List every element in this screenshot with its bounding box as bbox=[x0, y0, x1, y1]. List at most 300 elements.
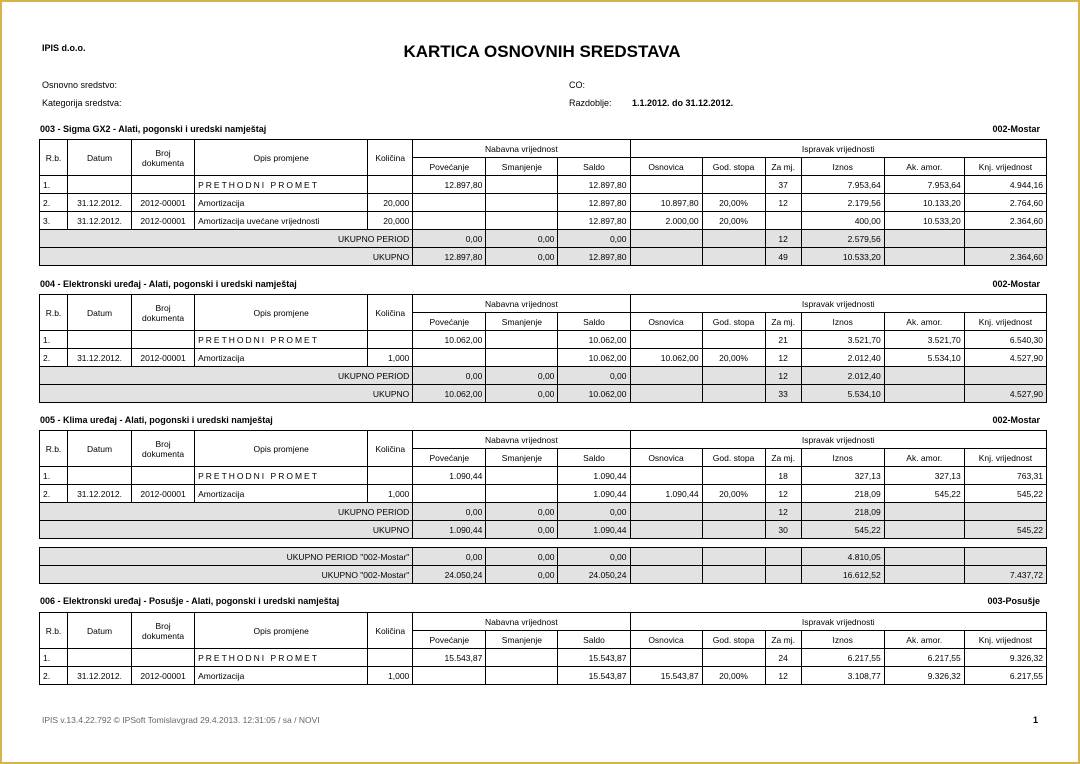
cell-rb: 1. bbox=[40, 331, 68, 349]
cell-god-stopa: 20,00% bbox=[702, 667, 765, 685]
col-broj: Broj dokumenta bbox=[132, 295, 195, 331]
total-empty bbox=[630, 367, 702, 385]
total-ak-amor bbox=[884, 548, 964, 566]
cell-knj: 763,31 bbox=[964, 467, 1046, 485]
cell-povecanje bbox=[413, 349, 486, 367]
cell-smanjenje bbox=[486, 349, 558, 367]
cell-iznos: 3.108,77 bbox=[801, 667, 884, 685]
total-za-mj: 12 bbox=[765, 503, 801, 521]
cell-god-stopa: 20,00% bbox=[702, 212, 765, 230]
cell-smanjenje bbox=[486, 194, 558, 212]
cell-broj: 2012-00001 bbox=[132, 212, 195, 230]
cell-datum: 31.12.2012. bbox=[68, 194, 132, 212]
cell-povecanje: 10.062,00 bbox=[413, 331, 486, 349]
col-povecanje: Povećanje bbox=[413, 631, 486, 649]
cell-iznos: 218,09 bbox=[801, 485, 884, 503]
col-za-mj: Za mj. bbox=[765, 313, 801, 331]
col-iznos: Iznos bbox=[801, 631, 884, 649]
col-rb: R.b. bbox=[40, 431, 68, 467]
cell-broj bbox=[132, 467, 195, 485]
col-nabavna: Nabavna vrijednost bbox=[413, 140, 630, 158]
cell-opis: Amortizacija bbox=[195, 349, 368, 367]
col-saldo: Saldo bbox=[558, 313, 630, 331]
col-rb: R.b. bbox=[40, 140, 68, 176]
total-empty bbox=[702, 521, 765, 539]
total-empty bbox=[630, 248, 702, 266]
col-broj: Broj dokumenta bbox=[132, 613, 195, 649]
cell-opis: PRETHODNI PROMET bbox=[195, 649, 368, 667]
cell-datum: 31.12.2012. bbox=[68, 485, 132, 503]
col-nabavna: Nabavna vrijednost bbox=[413, 295, 630, 313]
location-period-row bbox=[40, 548, 1047, 566]
cell-god-stopa: 20,00% bbox=[702, 349, 765, 367]
col-ak-amor: Ak. amor. bbox=[884, 631, 964, 649]
total-iznos: 10.533,20 bbox=[801, 248, 884, 266]
table-row bbox=[40, 649, 1047, 667]
cell-osnovica: 1.090,44 bbox=[630, 485, 702, 503]
total-label: UKUPNO PERIOD "002-Mostar" bbox=[40, 548, 413, 566]
col-nabavna: Nabavna vrijednost bbox=[413, 431, 630, 449]
col-opis: Opis promjene bbox=[195, 613, 368, 649]
total-label: UKUPNO bbox=[40, 248, 413, 266]
total-iznos: 2.579,56 bbox=[801, 230, 884, 248]
cell-knj: 2.764,60 bbox=[964, 194, 1046, 212]
table-row bbox=[40, 331, 1047, 349]
cell-datum: 31.12.2012. bbox=[68, 349, 132, 367]
cell-za-mj: 21 bbox=[765, 331, 801, 349]
total-smanjenje: 0,00 bbox=[486, 503, 558, 521]
section-title: 004 - Elektronski uređaj - Alati, pogonski i uredski namještaj bbox=[40, 279, 297, 289]
total-empty bbox=[702, 566, 765, 584]
table-row bbox=[40, 176, 1047, 194]
cell-kolicina bbox=[368, 176, 413, 194]
total-knj bbox=[964, 230, 1046, 248]
col-iznos: Iznos bbox=[801, 313, 884, 331]
cell-god-stopa: 20,00% bbox=[702, 485, 765, 503]
col-nabavna: Nabavna vrijednost bbox=[413, 613, 630, 631]
col-osnovica: Osnovica bbox=[630, 313, 702, 331]
cell-ak-amor: 10.533,20 bbox=[884, 212, 964, 230]
total-iznos: 5.534,10 bbox=[801, 385, 884, 403]
cell-za-mj: 12 bbox=[765, 349, 801, 367]
cell-broj: 2012-00001 bbox=[132, 194, 195, 212]
col-ispravak: Ispravak vrijednosti bbox=[630, 140, 1047, 158]
section-title: 005 - Klima uređaj - Alati, pogonski i uredski namještaj bbox=[40, 415, 273, 425]
col-opis: Opis promjene bbox=[195, 140, 368, 176]
cell-ak-amor: 6.217,55 bbox=[884, 649, 964, 667]
total-label: UKUPNO "002-Mostar" bbox=[40, 566, 413, 584]
cell-rb: 2. bbox=[40, 485, 68, 503]
col-datum: Datum bbox=[68, 295, 132, 331]
total-za-mj: 12 bbox=[765, 230, 801, 248]
table-row bbox=[40, 667, 1047, 685]
cell-opis: Amortizacija uvećane vrijednosti bbox=[195, 212, 368, 230]
total-saldo: 0,00 bbox=[558, 503, 630, 521]
cell-za-mj: 24 bbox=[765, 649, 801, 667]
cell-rb: 2. bbox=[40, 349, 68, 367]
cell-god-stopa bbox=[702, 649, 765, 667]
cell-datum bbox=[68, 467, 132, 485]
cell-povecanje: 15.543,87 bbox=[413, 649, 486, 667]
cell-rb: 2. bbox=[40, 667, 68, 685]
cell-saldo: 1.090,44 bbox=[558, 485, 630, 503]
cell-osnovica: 10.062,00 bbox=[630, 349, 702, 367]
cell-saldo: 12.897,80 bbox=[558, 194, 630, 212]
total-povecanje: 0,00 bbox=[413, 230, 486, 248]
total-empty bbox=[702, 503, 765, 521]
cell-broj: 2012-00001 bbox=[132, 349, 195, 367]
cell-opis: PRETHODNI PROMET bbox=[195, 176, 368, 194]
cell-datum: 31.12.2012. bbox=[68, 212, 132, 230]
total-empty bbox=[630, 230, 702, 248]
total-za-mj bbox=[765, 548, 801, 566]
total-za-mj: 30 bbox=[765, 521, 801, 539]
total-povecanje: 24.050,24 bbox=[413, 566, 486, 584]
location-total-row bbox=[40, 566, 1047, 584]
cell-smanjenje bbox=[486, 212, 558, 230]
total-ak-amor bbox=[884, 503, 964, 521]
table-row bbox=[40, 194, 1047, 212]
cell-iznos: 400,00 bbox=[801, 212, 884, 230]
total-za-mj: 49 bbox=[765, 248, 801, 266]
section-location: 002-Mostar bbox=[992, 124, 1040, 134]
col-kolicina: Količina bbox=[368, 613, 413, 649]
total-empty bbox=[630, 548, 702, 566]
cell-iznos: 3.521,70 bbox=[801, 331, 884, 349]
period-total-row bbox=[40, 367, 1047, 385]
cell-smanjenje bbox=[486, 176, 558, 194]
col-ak-amor: Ak. amor. bbox=[884, 313, 964, 331]
razdoblje-label: Razdoblje: bbox=[569, 98, 612, 108]
cell-smanjenje bbox=[486, 485, 558, 503]
cell-ak-amor: 5.534,10 bbox=[884, 349, 964, 367]
total-smanjenje: 0,00 bbox=[486, 248, 558, 266]
col-smanjenje: Smanjenje bbox=[486, 158, 558, 176]
cell-povecanje: 1.090,44 bbox=[413, 467, 486, 485]
total-saldo: 0,00 bbox=[558, 230, 630, 248]
total-knj: 7.437,72 bbox=[964, 566, 1046, 584]
col-knj-vrijednost: Knj. vrijednost bbox=[964, 313, 1046, 331]
section-location: 003-Posušje bbox=[987, 596, 1040, 606]
cell-ak-amor: 10.133,20 bbox=[884, 194, 964, 212]
cell-knj: 6.217,55 bbox=[964, 667, 1046, 685]
col-povecanje: Povećanje bbox=[413, 449, 486, 467]
col-ispravak: Ispravak vrijednosti bbox=[630, 613, 1047, 631]
total-ak-amor bbox=[884, 385, 964, 403]
total-knj bbox=[964, 503, 1046, 521]
total-saldo: 12.897,80 bbox=[558, 248, 630, 266]
col-osnovica: Osnovica bbox=[630, 158, 702, 176]
col-smanjenje: Smanjenje bbox=[486, 313, 558, 331]
cell-opis: PRETHODNI PROMET bbox=[195, 467, 368, 485]
total-povecanje: 1.090,44 bbox=[413, 521, 486, 539]
total-label: UKUPNO PERIOD bbox=[40, 230, 413, 248]
col-ispravak: Ispravak vrijednosti bbox=[630, 295, 1047, 313]
col-kolicina: Količina bbox=[368, 140, 413, 176]
col-broj: Broj dokumenta bbox=[132, 140, 195, 176]
cell-za-mj: 18 bbox=[765, 467, 801, 485]
total-povecanje: 0,00 bbox=[413, 548, 486, 566]
cell-datum: 31.12.2012. bbox=[68, 667, 132, 685]
cell-kolicina bbox=[368, 649, 413, 667]
cell-kolicina: 1,000 bbox=[368, 485, 413, 503]
table-row bbox=[40, 467, 1047, 485]
total-iznos: 16.612,52 bbox=[801, 566, 884, 584]
col-za-mj: Za mj. bbox=[765, 631, 801, 649]
cell-saldo: 15.543,87 bbox=[558, 649, 630, 667]
cell-smanjenje bbox=[486, 667, 558, 685]
col-opis: Opis promjene bbox=[195, 431, 368, 467]
col-god-stopa: God. stopa bbox=[702, 449, 765, 467]
asset-table bbox=[39, 294, 1047, 403]
cell-osnovica: 2.000,00 bbox=[630, 212, 702, 230]
section-location: 002-Mostar bbox=[992, 279, 1040, 289]
section-location: 002-Mostar bbox=[992, 415, 1040, 425]
cell-kolicina: 20,000 bbox=[368, 194, 413, 212]
grand-total-row bbox=[40, 248, 1047, 266]
cell-povecanje bbox=[413, 667, 486, 685]
total-knj: 545,22 bbox=[964, 521, 1046, 539]
col-iznos: Iznos bbox=[801, 158, 884, 176]
col-broj: Broj dokumenta bbox=[132, 431, 195, 467]
cell-osnovica: 10.897,80 bbox=[630, 194, 702, 212]
total-knj: 4.527,90 bbox=[964, 385, 1046, 403]
total-empty bbox=[702, 248, 765, 266]
total-empty bbox=[702, 230, 765, 248]
cell-knj: 2.364,60 bbox=[964, 212, 1046, 230]
location-summary-table bbox=[39, 547, 1047, 584]
total-saldo: 1.090,44 bbox=[558, 521, 630, 539]
cell-osnovica bbox=[630, 467, 702, 485]
cell-datum bbox=[68, 176, 132, 194]
total-ak-amor bbox=[884, 367, 964, 385]
cell-opis: Amortizacija bbox=[195, 485, 368, 503]
cell-iznos: 2.179,56 bbox=[801, 194, 884, 212]
total-empty bbox=[630, 385, 702, 403]
total-ak-amor bbox=[884, 566, 964, 584]
cell-god-stopa bbox=[702, 467, 765, 485]
cell-saldo: 1.090,44 bbox=[558, 467, 630, 485]
col-za-mj: Za mj. bbox=[765, 449, 801, 467]
total-smanjenje: 0,00 bbox=[486, 385, 558, 403]
cell-osnovica: 15.543,87 bbox=[630, 667, 702, 685]
cell-kolicina bbox=[368, 331, 413, 349]
cell-knj: 6.540,30 bbox=[964, 331, 1046, 349]
total-za-mj: 12 bbox=[765, 367, 801, 385]
section-title: 003 - Sigma GX2 - Alati, pogonski i uredski namještaj bbox=[40, 124, 267, 134]
col-god-stopa: God. stopa bbox=[702, 158, 765, 176]
period-total-row bbox=[40, 230, 1047, 248]
cell-knj: 9.326,32 bbox=[964, 649, 1046, 667]
cell-kolicina: 1,000 bbox=[368, 667, 413, 685]
cell-ak-amor: 7.953,64 bbox=[884, 176, 964, 194]
col-povecanje: Povećanje bbox=[413, 313, 486, 331]
total-za-mj: 33 bbox=[765, 385, 801, 403]
grand-total-row bbox=[40, 385, 1047, 403]
cell-rb: 2. bbox=[40, 194, 68, 212]
col-saldo: Saldo bbox=[558, 449, 630, 467]
col-knj-vrijednost: Knj. vrijednost bbox=[964, 631, 1046, 649]
cell-kolicina bbox=[368, 467, 413, 485]
total-smanjenje: 0,00 bbox=[486, 521, 558, 539]
total-smanjenje: 0,00 bbox=[486, 367, 558, 385]
footer-info: IPIS v.13.4.22.792 © IPSoft Tomislavgrad 29.4.2013. 12:31:05 / sa / NOVI bbox=[42, 715, 320, 725]
col-ak-amor: Ak. amor. bbox=[884, 449, 964, 467]
total-empty bbox=[702, 385, 765, 403]
cell-iznos: 6.217,55 bbox=[801, 649, 884, 667]
col-saldo: Saldo bbox=[558, 631, 630, 649]
col-knj-vrijednost: Knj. vrijednost bbox=[964, 449, 1046, 467]
col-iznos: Iznos bbox=[801, 449, 884, 467]
col-rb: R.b. bbox=[40, 295, 68, 331]
table-row bbox=[40, 349, 1047, 367]
cell-knj: 545,22 bbox=[964, 485, 1046, 503]
total-ak-amor bbox=[884, 248, 964, 266]
cell-saldo: 10.062,00 bbox=[558, 349, 630, 367]
col-rb: R.b. bbox=[40, 613, 68, 649]
total-smanjenje: 0,00 bbox=[486, 548, 558, 566]
cell-povecanje: 12.897,80 bbox=[413, 176, 486, 194]
cell-datum bbox=[68, 331, 132, 349]
total-knj bbox=[964, 367, 1046, 385]
total-ak-amor bbox=[884, 521, 964, 539]
cell-opis: Amortizacija bbox=[195, 194, 368, 212]
col-ispravak: Ispravak vrijednosti bbox=[630, 431, 1047, 449]
cell-povecanje bbox=[413, 485, 486, 503]
period-total-row bbox=[40, 503, 1047, 521]
total-povecanje: 0,00 bbox=[413, 503, 486, 521]
total-empty bbox=[702, 367, 765, 385]
razdoblje-value: 1.1.2012. do 31.12.2012. bbox=[632, 98, 734, 108]
cell-broj: 2012-00001 bbox=[132, 485, 195, 503]
total-iznos: 4.810,05 bbox=[801, 548, 884, 566]
cell-kolicina: 20,000 bbox=[368, 212, 413, 230]
cell-rb: 1. bbox=[40, 176, 68, 194]
total-saldo: 24.050,24 bbox=[558, 566, 630, 584]
col-osnovica: Osnovica bbox=[630, 449, 702, 467]
cell-smanjenje bbox=[486, 331, 558, 349]
total-label: UKUPNO bbox=[40, 385, 413, 403]
asset-table bbox=[39, 430, 1047, 539]
cell-kolicina: 1,000 bbox=[368, 349, 413, 367]
total-ak-amor bbox=[884, 230, 964, 248]
total-empty bbox=[630, 503, 702, 521]
cell-saldo: 10.062,00 bbox=[558, 331, 630, 349]
section-title: 006 - Elektronski uređaj - Posušje - Alati, pogonski i uredski namještaj bbox=[40, 596, 340, 606]
total-empty bbox=[630, 521, 702, 539]
cell-ak-amor: 327,13 bbox=[884, 467, 964, 485]
col-ak-amor: Ak. amor. bbox=[884, 158, 964, 176]
asset-table bbox=[39, 612, 1047, 685]
osnovno-label: Osnovno sredstvo: bbox=[42, 80, 118, 90]
cell-broj bbox=[132, 649, 195, 667]
total-saldo: 10.062,00 bbox=[558, 385, 630, 403]
total-label: UKUPNO PERIOD bbox=[40, 367, 413, 385]
col-opis: Opis promjene bbox=[195, 295, 368, 331]
cell-broj bbox=[132, 176, 195, 194]
cell-broj: 2012-00001 bbox=[132, 667, 195, 685]
cell-ak-amor: 545,22 bbox=[884, 485, 964, 503]
cell-saldo: 12.897,80 bbox=[558, 212, 630, 230]
cell-ak-amor: 3.521,70 bbox=[884, 331, 964, 349]
cell-iznos: 2.012,40 bbox=[801, 349, 884, 367]
cell-rb: 3. bbox=[40, 212, 68, 230]
asset-table bbox=[39, 139, 1047, 266]
total-smanjenje: 0,00 bbox=[486, 566, 558, 584]
total-label: UKUPNO PERIOD bbox=[40, 503, 413, 521]
cell-broj bbox=[132, 331, 195, 349]
total-knj bbox=[964, 548, 1046, 566]
total-empty bbox=[630, 566, 702, 584]
cell-iznos: 7.953,64 bbox=[801, 176, 884, 194]
report-title: KARTICA OSNOVNIH SREDSTAVA bbox=[403, 42, 681, 61]
cell-god-stopa bbox=[702, 176, 765, 194]
total-povecanje: 0,00 bbox=[413, 367, 486, 385]
total-povecanje: 10.062,00 bbox=[413, 385, 486, 403]
cell-osnovica bbox=[630, 649, 702, 667]
cell-rb: 1. bbox=[40, 467, 68, 485]
cell-smanjenje bbox=[486, 467, 558, 485]
col-kolicina: Količina bbox=[368, 295, 413, 331]
col-saldo: Saldo bbox=[558, 158, 630, 176]
cell-saldo: 15.543,87 bbox=[558, 667, 630, 685]
total-iznos: 545,22 bbox=[801, 521, 884, 539]
cell-god-stopa bbox=[702, 331, 765, 349]
cell-opis: PRETHODNI PROMET bbox=[195, 331, 368, 349]
total-smanjenje: 0,00 bbox=[486, 230, 558, 248]
table-row bbox=[40, 485, 1047, 503]
cell-knj: 4.527,90 bbox=[964, 349, 1046, 367]
table-row bbox=[40, 212, 1047, 230]
total-label: UKUPNO bbox=[40, 521, 413, 539]
cell-za-mj: 12 bbox=[765, 667, 801, 685]
total-knj: 2.364,60 bbox=[964, 248, 1046, 266]
cell-datum bbox=[68, 649, 132, 667]
cell-za-mj: 12 bbox=[765, 485, 801, 503]
total-saldo: 0,00 bbox=[558, 548, 630, 566]
cell-za-mj bbox=[765, 212, 801, 230]
col-osnovica: Osnovica bbox=[630, 631, 702, 649]
total-saldo: 0,00 bbox=[558, 367, 630, 385]
co-label: CO: bbox=[569, 80, 586, 90]
cell-knj: 4.944,16 bbox=[964, 176, 1046, 194]
col-datum: Datum bbox=[68, 140, 132, 176]
cell-iznos: 327,13 bbox=[801, 467, 884, 485]
cell-povecanje bbox=[413, 212, 486, 230]
cell-opis: Amortizacija bbox=[195, 667, 368, 685]
cell-ak-amor: 9.326,32 bbox=[884, 667, 964, 685]
cell-osnovica bbox=[630, 331, 702, 349]
col-povecanje: Povećanje bbox=[413, 158, 486, 176]
col-god-stopa: God. stopa bbox=[702, 313, 765, 331]
page-number: 1 bbox=[1032, 715, 1038, 725]
total-za-mj bbox=[765, 566, 801, 584]
col-kolicina: Količina bbox=[368, 431, 413, 467]
cell-saldo: 12.897,80 bbox=[558, 176, 630, 194]
cell-povecanje bbox=[413, 194, 486, 212]
col-knj-vrijednost: Knj. vrijednost bbox=[964, 158, 1046, 176]
col-smanjenje: Smanjenje bbox=[486, 449, 558, 467]
cell-god-stopa: 20,00% bbox=[702, 194, 765, 212]
cell-za-mj: 12 bbox=[765, 194, 801, 212]
grand-total-row bbox=[40, 521, 1047, 539]
total-povecanje: 12.897,80 bbox=[413, 248, 486, 266]
col-datum: Datum bbox=[68, 431, 132, 467]
col-za-mj: Za mj. bbox=[765, 158, 801, 176]
col-datum: Datum bbox=[68, 613, 132, 649]
total-iznos: 218,09 bbox=[801, 503, 884, 521]
company-name: IPIS d.o.o. bbox=[42, 43, 86, 53]
